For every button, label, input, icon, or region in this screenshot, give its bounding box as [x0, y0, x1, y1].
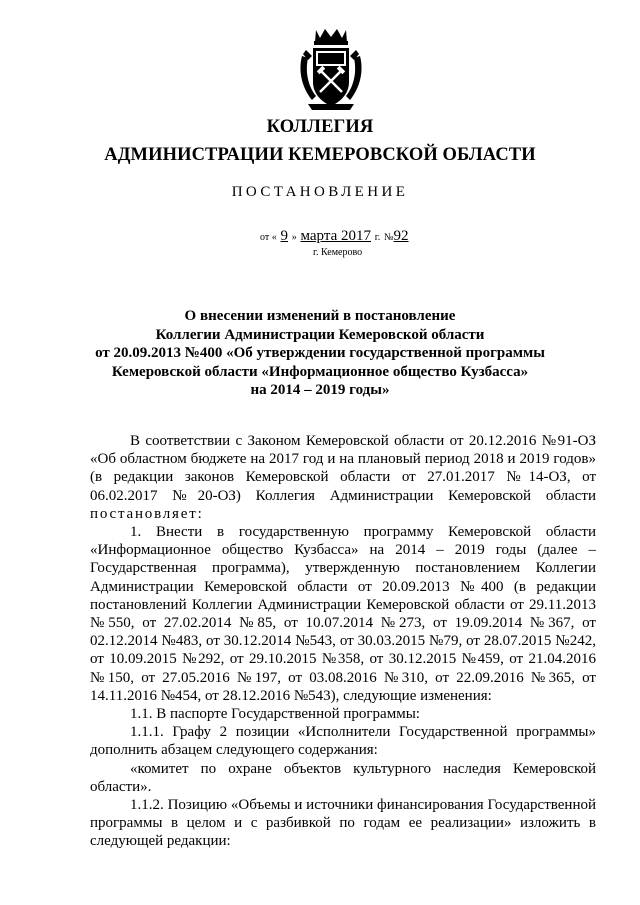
- organization-name-line1: КОЛЛЕГИЯ: [266, 117, 374, 137]
- title-line: от 20.09.2013 №400 «Об утверждении государственной программы: [95, 345, 545, 361]
- document-body: [90, 432, 596, 851]
- document-number: 92: [393, 228, 409, 244]
- paragraph-text: В соответствии с Законом Кемеровской области от 20.12.2016 №91-ОЗ «Об областном бюджете на 2017 год и на плановый период 2018 и 2019 годов» (в редакции законов Кемеровской области от 27.01.2017 №14-ОЗ, от 06.02.2017 №20-ОЗ) Коллегия Администрации Кемеровской области: [90, 433, 596, 504]
- title-line: Кемеровской области «Информационное общество Кузбасса»: [111, 363, 529, 380]
- date-day: 9: [280, 228, 288, 244]
- organization-name-line2: АДМИНИСТРАЦИИ КЕМЕРОВСКОЙ ОБЛАСТИ: [104, 145, 536, 165]
- kemerovo-coat-of-arms-emblem: [298, 26, 364, 112]
- body-paragraph: 1.1.2. Позицию «Объемы и источники финансирования Государственной программы в целом и с разбивкой по годам ее реализации» изложить в следующей редакции:: [90, 797, 596, 850]
- title-line: на 2014 – 2019 годы»: [250, 382, 390, 398]
- date-year-suffix: г.: [374, 232, 381, 243]
- document-type: ПОСТАНОВЛЕНИЕ: [231, 184, 409, 200]
- body-paragraph: 1.1.1. Графу 2 позиции «Исполнители Государственной программы» дополнить абзацем следующего содержания:: [90, 724, 596, 759]
- body-paragraph: 1.1. В паспорте Государственной программы:: [130, 706, 420, 723]
- document-date-number: [260, 228, 440, 248]
- body-paragraph: «комитет по охране объектов культурного наследия Кемеровской области».: [90, 760, 596, 795]
- decree-word: постановляет:: [90, 505, 204, 522]
- document-title: [60, 307, 580, 400]
- body-paragraph: [90, 432, 596, 523]
- date-mid: »: [291, 232, 297, 243]
- city-label: г. Кемерово: [313, 247, 363, 258]
- body-paragraph: 1. Внести в государственную программу Кемеровской области «Информационное общество Кузбасса» на 2014 – 2019 годы (далее – Государственная программа), утвержденную постановлением Коллегии Администрации Кемеровской области от 20.09.2013 №400 (в редакции постановлений Коллегии Администрации Кемеровской области от 29.11.2013 №550, от 27.02.2014 №85, от 10.07.2014 №273, от 19.09.2014 №367, от 02.12.2014 №483, от 30.12.2014 №543, от 30.03.2015 №79, от 28.07.2015 №242, от 10.09.2015 №292, от 29.10.2015 №358, от 30.12.2015 №459, от 21.04.2016 №150, от 27.05.2016 №197, от 03.08.2016 №310, от 22.09.2016 №365, от 14.11.2016 №454, от 28.12.2016 №543), следующие изменения:: [90, 524, 596, 704]
- date-prefix: от «: [260, 232, 277, 243]
- date-month-year: марта 2017: [300, 228, 371, 244]
- title-line: Коллегии Администрации Кемеровской области: [155, 326, 485, 343]
- number-label: №: [383, 232, 394, 243]
- title-line: О внесении изменений в постановление: [184, 308, 456, 324]
